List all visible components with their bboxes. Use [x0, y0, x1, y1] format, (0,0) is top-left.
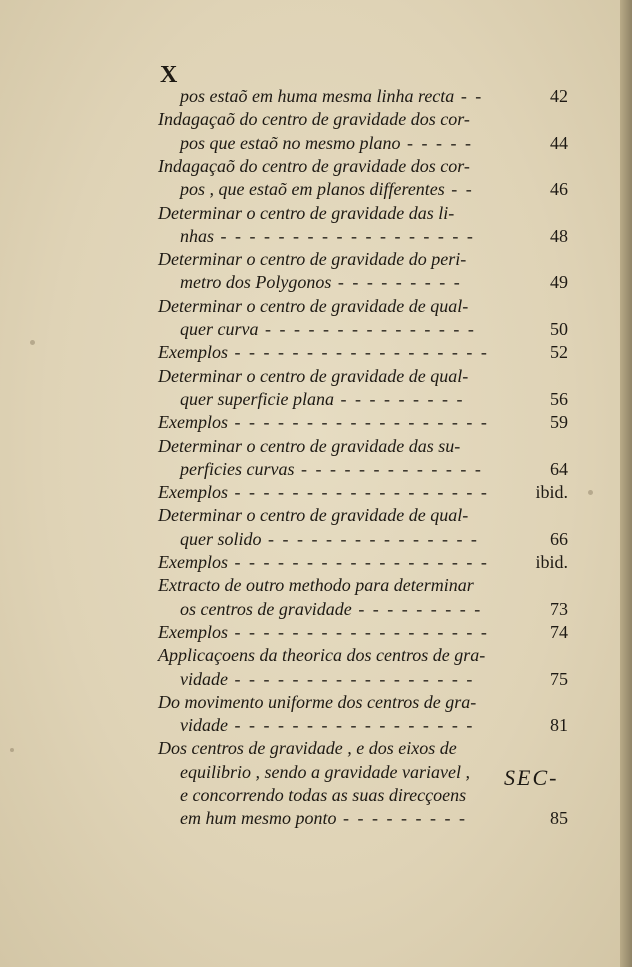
toc-line	[158, 366, 568, 388]
toc-entry-text: Exemplos	[158, 621, 228, 642]
toc-entry-text: Exemplos	[158, 342, 228, 363]
toc-page-number: 42	[550, 86, 568, 106]
toc-page-number: 49	[550, 272, 568, 293]
toc-line	[158, 692, 568, 714]
toc-line	[158, 575, 568, 597]
toc-leader: - - - - - - - - -	[333, 388, 465, 409]
toc-entry-text: quer solido	[180, 528, 262, 549]
ink-spot	[10, 748, 14, 752]
toc-entry-text: Determinar o centro de gravidade de qual-	[158, 295, 469, 316]
toc-line	[158, 645, 568, 667]
ink-spot	[30, 340, 35, 345]
toc-page-number: 52	[550, 342, 568, 363]
toc-line	[158, 319, 568, 341]
toc-line	[158, 529, 568, 551]
toc-leader: - - - - - - - - - - - - - - - - - -	[227, 552, 489, 572]
toc-entry-text: Determinar o centro de gravidade das li-	[158, 202, 455, 223]
toc-page-number: 85	[550, 808, 568, 829]
toc-page-number: 56	[550, 388, 568, 409]
toc-entry-text: Exemplos	[158, 552, 228, 572]
toc-line	[158, 505, 568, 527]
toc-entry-text: Determinar o centro de gravidade de qual-	[158, 505, 469, 526]
toc-line	[158, 156, 568, 178]
toc-entry-text: Exemplos	[158, 412, 228, 433]
toc-entry-text: pos estaõ em huma mesma linha recta	[180, 86, 455, 106]
toc-page-number: 74	[550, 621, 568, 642]
toc-line	[158, 459, 568, 481]
toc-entry-text: pos que estaõ no mesmo plano	[180, 132, 401, 153]
toc-leader: - -	[444, 179, 474, 200]
toc-entry-text: em hum mesmo ponto	[180, 808, 337, 829]
toc-leader: - - - - - - - - -	[351, 598, 483, 619]
toc-entry-text: quer curva	[180, 319, 259, 339]
toc-leader: - - - - -	[400, 132, 473, 153]
toc-page-number: 66	[550, 528, 568, 549]
toc-line	[158, 715, 568, 737]
toc-page-number: 64	[550, 458, 568, 479]
toc-page-number: 44	[550, 132, 568, 153]
toc-entry-text: Indagaçaõ do centro de gravidade dos cor-	[158, 109, 470, 130]
toc-entry-text: Applicaçoens da theorica dos centros de gra-	[158, 645, 486, 666]
toc-page-number: ibid.	[535, 552, 568, 572]
toc-line	[158, 738, 568, 760]
toc-entry-text: pos , que estaõ em planos differentes	[180, 179, 445, 200]
page-edge	[620, 0, 632, 967]
toc-entry-text: Determinar o centro de gravidade do peri-	[158, 249, 467, 270]
toc-entry-text: metro dos Polygonos	[180, 272, 332, 293]
toc-entry-text: vidade	[180, 668, 228, 689]
toc-line	[158, 296, 568, 318]
toc-entry-text: Indagaçaõ do centro de gravidade dos cor-	[158, 155, 470, 176]
toc-leader: - - - - - - - - - - - - - - - - - -	[227, 412, 489, 433]
toc-line	[158, 203, 568, 225]
toc-entry-text: Determinar o centro de gravidade das su-	[158, 435, 461, 456]
toc-leader: - - - - - - - - - - - - - - - - - -	[227, 482, 489, 503]
toc-page-number: 48	[550, 225, 568, 246]
toc-line	[158, 669, 568, 691]
toc-entry-text: equilibrio , sendo a gravidade variavel ,	[180, 761, 470, 782]
toc-leader: - - - - - - - - - - - - - - - - -	[227, 715, 475, 736]
toc-page-number: 81	[550, 715, 568, 736]
toc-entry-text: Do movimento uniforme dos centros de gra-	[158, 691, 477, 712]
toc-line	[158, 109, 568, 131]
toc-line	[158, 482, 568, 504]
toc-page-number: 46	[550, 179, 568, 200]
toc-entry-text: nhas	[180, 225, 215, 246]
toc-leader: - - - - - - - - - - - - - - - - - -	[227, 621, 489, 642]
toc-line	[158, 436, 568, 458]
toc-line	[158, 179, 568, 201]
toc-line	[158, 622, 568, 644]
toc-line	[158, 599, 568, 621]
toc-entry-text: os centros de gravidade	[180, 598, 352, 619]
toc-line	[158, 412, 568, 434]
catchword: SEC-	[504, 765, 559, 790]
toc-line	[158, 342, 568, 364]
toc-entry-text: e concorrendo todas as suas direcçoens	[180, 785, 467, 805]
toc-entry-text: Dos centros de gravidade , e dos eixos de	[158, 738, 457, 759]
toc-line	[158, 249, 568, 271]
toc-line	[158, 808, 568, 830]
toc-entry-text: vidade	[180, 715, 228, 736]
toc-page-number: 59	[550, 412, 568, 433]
toc-leader: - - - - - - - - - - - - -	[294, 458, 483, 479]
toc-page-number: 50	[550, 319, 568, 339]
toc-entry-text: Determinar o centro de gravidade de qual-	[158, 365, 469, 386]
toc-leader: - - - - - - - - - - - - - - - - - -	[214, 225, 475, 246]
toc-entry-text: perficies curvas	[180, 458, 295, 479]
ink-spot	[588, 490, 593, 495]
toc-line	[158, 226, 568, 248]
toc-leader: - - - - - - - - - - - - - - -	[261, 528, 479, 549]
toc-line	[158, 552, 568, 574]
toc-leader: - -	[454, 86, 484, 106]
toc-page-number: ibid.	[535, 482, 568, 503]
toc-page-number: 73	[550, 598, 568, 619]
toc-leader: - - - - - - - - -	[336, 808, 467, 829]
toc-leader: - - - - - - - - -	[331, 272, 462, 293]
toc-leader: - - - - - - - - - - - - - - - - - -	[227, 342, 489, 363]
toc-entry-text: quer superficie plana	[180, 388, 334, 409]
toc-leader: - - - - - - - - - - - - - - -	[258, 319, 476, 339]
toc-entry-text: Extracto de outro methodo para determinar	[158, 575, 474, 596]
toc-leader: - - - - - - - - - - - - - - - - -	[227, 668, 475, 689]
toc-entry-text: Exemplos	[158, 482, 228, 503]
page-folio: X	[160, 62, 179, 88]
toc-line	[158, 389, 568, 411]
toc-line	[158, 86, 568, 108]
toc-line	[158, 133, 568, 155]
toc-page-number: 75	[550, 668, 568, 689]
toc-line	[158, 272, 568, 294]
